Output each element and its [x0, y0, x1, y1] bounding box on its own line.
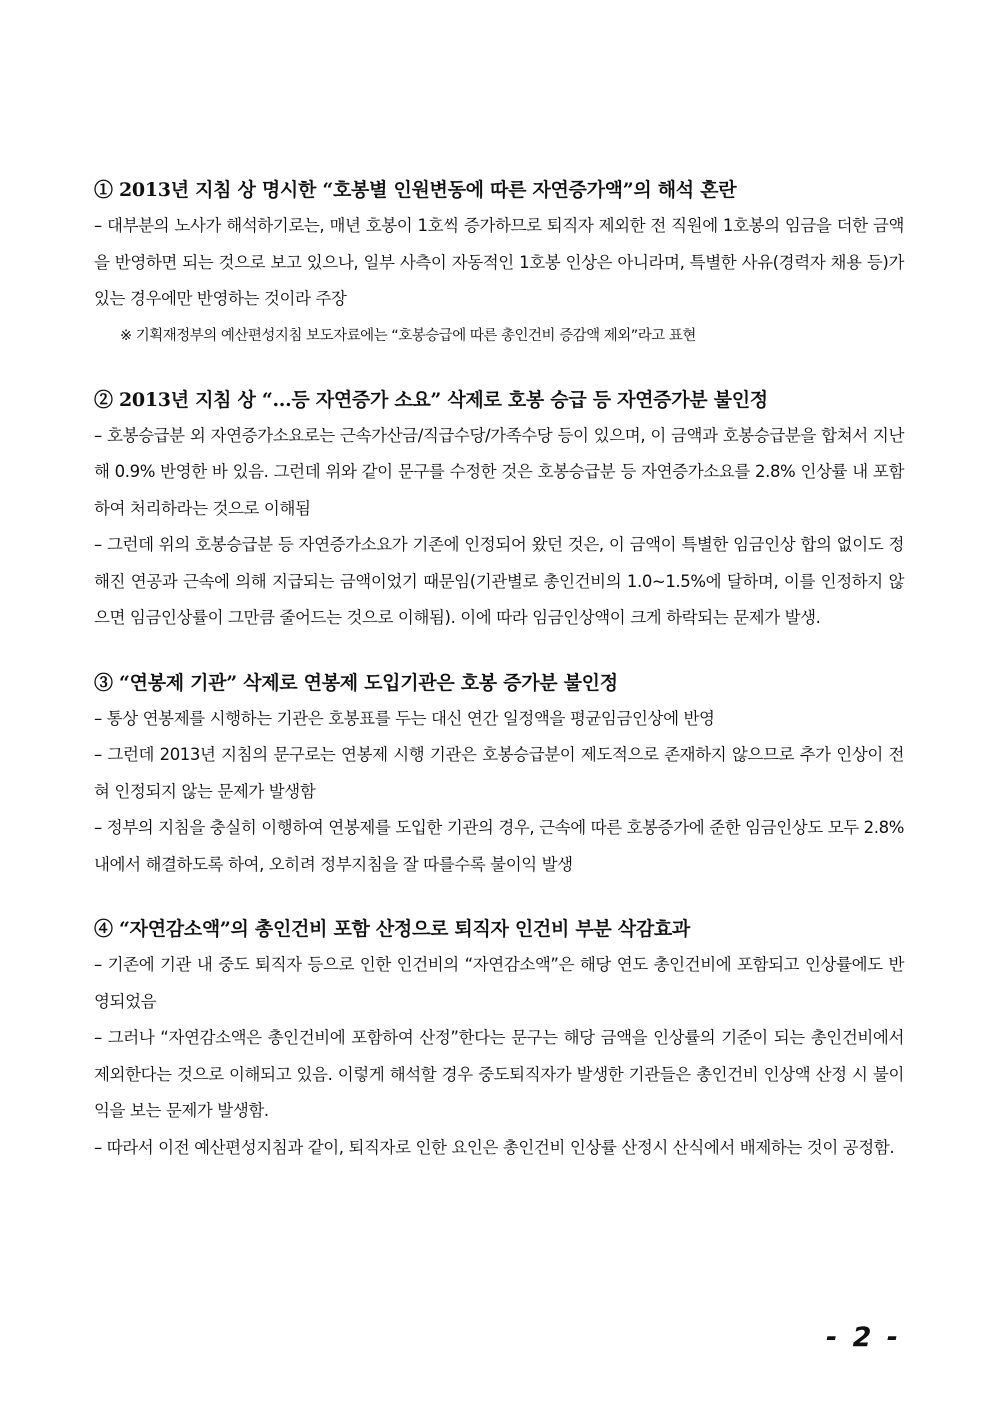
section-1: [94, 172, 904, 354]
paragraph: – 그러나 “자연감소액은 총인건비에 포함하여 산정”한다는 문구는 해당 금액을 인상률의 기준이 되는 총인건비에서 제외한다는 것으로 이해되고 있음. 이렇게 해석할 경우 중도퇴직자가 발생한 기관들은 총인건비 인상액 산정 시 불이익을 보는 문제가 발생함.: [94, 1028, 904, 1120]
section-4: [94, 911, 904, 1166]
paragraph: – 그런데 2013년 지침의 문구로는 연봉제 시행 기관은 호봉승급분이 제도적으로 존재하지 않으므로 추가 인상이 전혀 인정되지 않는 문제가 발생함: [94, 745, 904, 801]
section-3: [94, 665, 904, 884]
section-title: ④ “자연감소액”의 총인건비 포함 산정으로 퇴직자 인건비 부분 삭감효과: [94, 918, 690, 940]
section-title: ① 2013년 지침 상 명시한 “호봉별 인원변동에 따른 자연증가액”의 해석 혼란: [94, 179, 737, 201]
reference-note: ※ 기획재정부의 예산편성지침 보도자료에는 “호봉승급에 따른 총인건비 증감액 제외”라고 표현: [120, 327, 696, 344]
page-number: - 2 -: [826, 1322, 901, 1353]
section-title: ③ “연봉제 기관” 삭제로 연봉제 도입기관은 호봉 증가분 불인정: [94, 671, 618, 694]
paragraph: – 통상 연봉제를 시행하는 기관은 호봉표를 두는 대신 연간 일정액을 평균임금인상에 반영: [94, 708, 715, 728]
section-2: [94, 382, 904, 637]
paragraph: – 그런데 위의 호봉승급분 등 자연증가소요가 기존에 인정되어 왔던 것은, 이 금액이 특별한 임금인상 합의 없이도 정해진 연공과 근속에 의해 지급되는 금액이었기 때문임(기관별로 총인건비의 1.0~1.5%에 달하며, 이를 인정하지 않으면 임금인상률이 그만큼 줄어드는 것으로 이해됨). 이에 따라 임금인상액이 크게 하락되는 문제가 발생.: [94, 535, 904, 627]
paragraph: – 정부의 지침을 충실히 이행하여 연봉제를 도입한 기관의 경우, 근속에 따른 호봉증가에 준한 임금인상도 모두 2.8% 내에서 해결하도록 하여, 오히려 정부지침을 잘 따를수록 불이익 발생: [94, 818, 904, 874]
paragraph: – 대부분의 노사가 해석하기로는, 매년 호봉이 1호씩 증가하므로 퇴직자 제외한 전 직원에 1호봉의 임금을 더한 금액을 반영하면 되는 것으로 보고 있으나, 일부 사측이 자동적인 1호봉 인상은 아니라며, 특별한 사유(경력자 채용 등)가 있는 경우에만 반영하는 것이라 주장: [94, 216, 904, 308]
paragraph: – 따라서 이전 예산편성지침과 같이, 퇴직자로 인한 요인은 총인건비 인상률 산정시 산식에서 배제하는 것이 공정함.: [94, 1137, 895, 1157]
section-title: ② 2013년 지침 상 “...등 자연증가 소요” 삭제로 호봉 승급 등 자연증가분 불인정: [94, 388, 768, 411]
document-body: [94, 172, 904, 1194]
paragraph: – 기존에 기관 내 중도 퇴직자 등으로 인한 인건비의 “자연감소액”은 해당 연도 총인건비에 포함되고 인상률에도 반영되었음: [94, 955, 904, 1011]
paragraph: – 호봉승급분 외 자연증가소요로는 근속가산금/직급수당/가족수당 등이 있으며, 이 금액과 호봉승급분을 합쳐서 지난해 0.9% 반영한 바 있음. 그런데 위와 같이 문구를 수정한 것은 호봉승급분 등 자연증가소요를 2.8% 인상률 내 포함하여 처리하라는 것으로 이해됨: [94, 425, 904, 518]
